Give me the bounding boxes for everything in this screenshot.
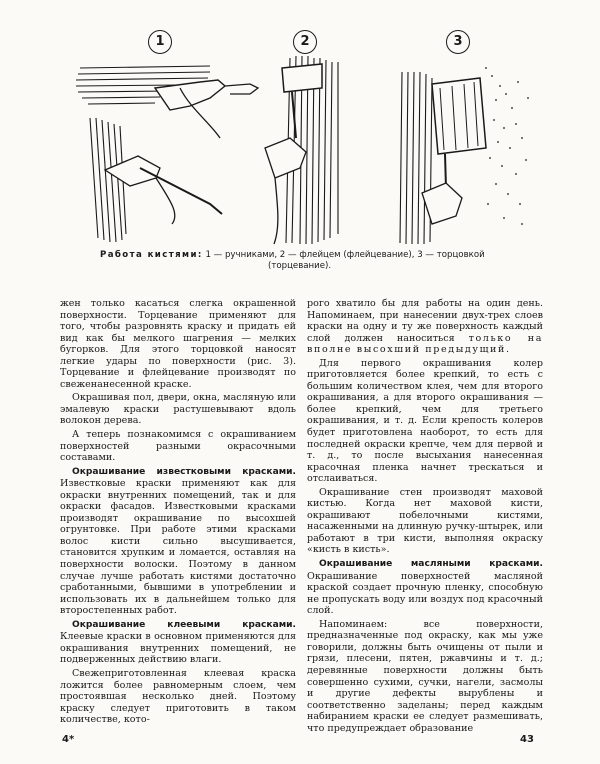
spaced-emphasis: только на вполне высохший предыдущий. [307, 332, 543, 356]
right-column [307, 298, 543, 736]
figure-label-2: 2 [293, 30, 317, 54]
paragraph [60, 466, 296, 617]
subheading-lime-paints: Окрашивание известковыми красками. [72, 466, 296, 477]
figure-label-1: 1 [148, 30, 172, 54]
left-column [60, 298, 296, 728]
paragraph: Окрашивая пол, двери, окна, масляную или эмалевую краски растушевывают вдоль волокон дерева. [60, 392, 296, 427]
paragraph: Окрашивание стен производят маховой кистью. Когда нет маховой кисти, окрашивают побелочными кистями, насаженными на длинную ручку-штырек, или работают в три кисти, выполняя окраску «кисть в кисть». [307, 486, 543, 556]
subheading-glue-paints: Окрашивание клеевыми красками. [72, 619, 296, 630]
paragraph-text: Клеевые краски в основном применяются для окрашивания внутренних помещений, не подверженных действию влаги. [60, 631, 296, 666]
caption-line-2: (торцевание). [268, 261, 332, 271]
page-number: 43 [520, 734, 534, 745]
paragraph: Напоминаем: все поверхности, предназначенные под окраску, как мы уже говорили, должны быть очищены от пыли и грязи, плесени, пятен, ржавчины и т. д.; деревянные поверхности должны быть совершенно сухими, сучки, нагели, засмолы и другие дефекты вырублены и соответственно заделаны; перед каждым набиранием краски ее следует размешивать, что предупреждает образование [307, 618, 543, 734]
paragraph [60, 619, 296, 666]
brush-illustration [60, 28, 535, 250]
caption-text: 1 — ручниками, 2 — флейцем (флейцевание), 3 — торцовкой [205, 250, 485, 260]
paragraph: А теперь познакомимся с окрашиванием поверхностей разными окрасочными составами. [60, 429, 296, 464]
paragraph-text: Окрашивание поверхностей масляной краской создает прочную пленку, способную не пропускать воду или воздух под красочный слой. [307, 570, 544, 617]
figure-caption [100, 250, 510, 272]
panel-2-drawing [265, 56, 338, 244]
panel-3-drawing [400, 67, 529, 244]
paragraph-text: рого хватило бы для работы на один день. Напоминаем, при нанесении двух-трех слоев краски на одну и ту же поверхность каждый слой должен наноситься [307, 298, 543, 344]
paragraph: Свежеприготовленная клеевая краска ложится более равномерным слоем, чем простоявшая несколько дней. Поэтому краску следует приготовить в таком количестве, кото- [60, 667, 296, 726]
paragraph [307, 558, 543, 617]
brush-drawings [60, 28, 535, 250]
paragraph-text: Известковые краски применяют как для окраски внутренних помещений, так и для окраски фасадов. Известковыми красками производят окрашивание по высохшей огрунтовке. При работе этими красками волос кисти сильно высушивается, становится хрупким и ломается, оставляя на поверхности волоски. Поэтому в данном случае лучше работать кистями достаточно сработанными, бывшими в употреблении и использовать их в дальнейшем только для второстепенных работ. [60, 478, 296, 617]
signature-mark: 4* [62, 734, 75, 745]
figure-label-3: 3 [446, 30, 470, 54]
subheading-oil-paints: Окрашивание масляными красками. [319, 559, 543, 570]
paragraph: Для первого окрашивания колер приготовляется более крепкий, то есть с большим количеством клея, чем для второго окрашивания, а для второго окрашивания — более крепкий, чем для третьего окрашивания, и т. д. Если крепость колеров будет приготовлена наоборот, то есть для последней окраски крепче, чем для первой и т. д., то после высыхания нанесенная красочная пленка начнет трескаться и отслаиваться. [307, 357, 543, 485]
paragraph [307, 298, 543, 356]
panel-1-drawing [76, 66, 258, 242]
paragraph: жен только касаться слегка окрашенной поверхности. Торцевание применяют для того, чтобы разровнять краску и придать ей вид как бы мелкого шагрения — мелких бугорков. Для этого торцовкой наносят легкие удары по поверхности (рис. 3). Торцевание и флейцевание производят по свеженанесенной краске. [60, 298, 296, 390]
caption-lead: Работа кистями: [100, 250, 203, 260]
